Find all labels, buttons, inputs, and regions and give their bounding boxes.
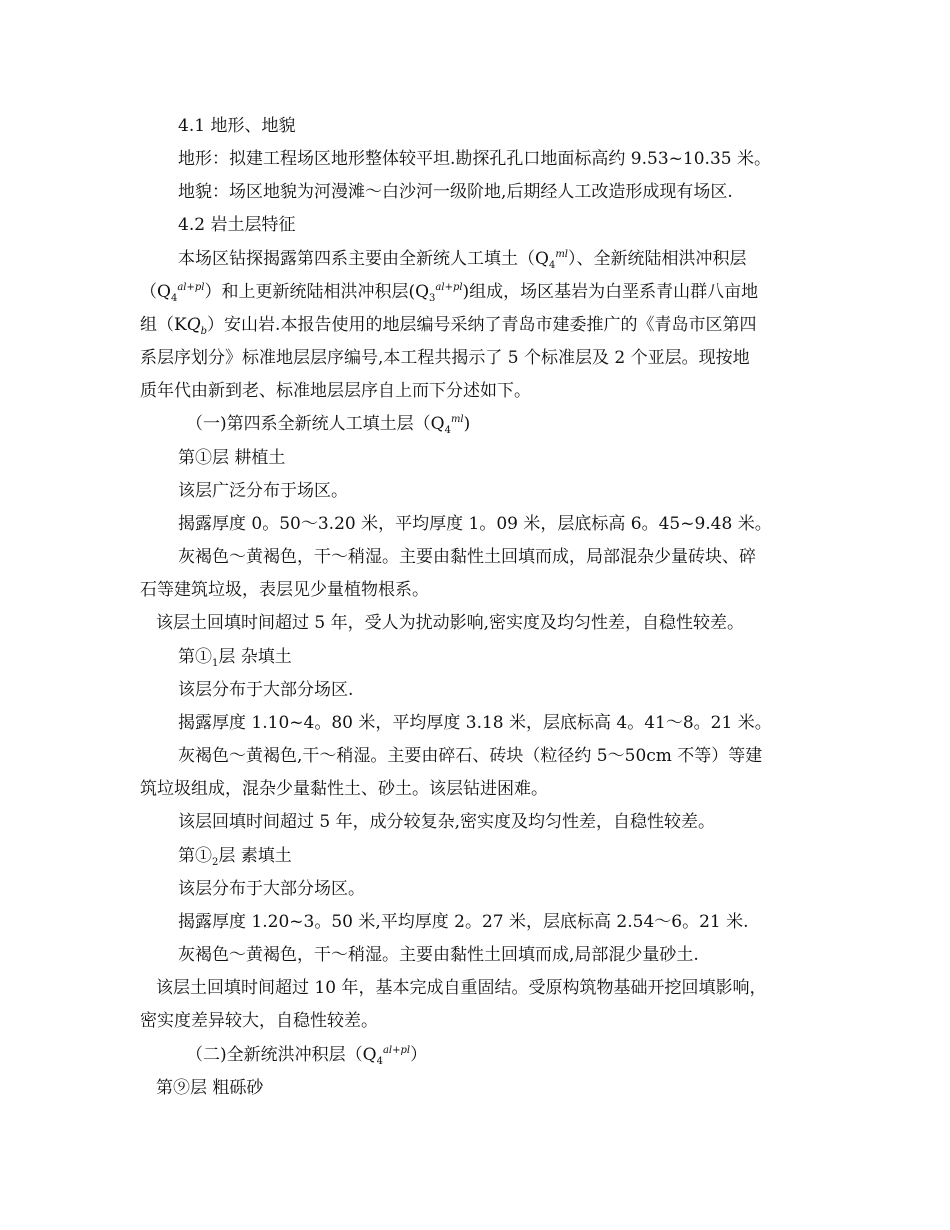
layer-1-note: 该层土回填时间超过 5 年，受人为扰动影响,密实度及均匀性差，自稳性较差。 [156,613,745,633]
layer-1-2-description: 灰褐色～黄褐色，干～稍湿。主要由黏性土回填而成,局部混少量砂土. [178,945,699,965]
terrain-paragraph: 地形：拟建工程场区地形整体较平坦.勘探孔孔口地面标高约 9.53~10.35 米。 [178,149,771,169]
intro-line-3: 组$(KQ_b)$安山岩.本报告使用的地层编号采纳了青岛市建委推广的《青岛市区第四 [140,315,757,337]
layer-1-name: 第①层 耕植土 [178,448,286,468]
intro-line-2: $(Q_4^{al+pl})$和上更新统陆相洪冲积层$(Q_3^{al+pl})$组成，场区基岩为白垩系青山群八亩地 [140,282,759,304]
layer-1-thickness: 揭露厚度 0。50～3.20 米，平均厚度 1。09 米，层底标高 6。45~9.48 米。 [178,514,772,534]
layer-1-1-name: 第$①_1$层 杂填土 [178,647,292,669]
intro-line-4: 系层序划分》标准地层层序编号,本工程共揭示了 5 个标准层及 2 个亚层。现按地 [140,348,750,368]
section-heading-4-2: 4.2 岩土层特征 [178,215,296,235]
layer-1-1-thickness: 揭露厚度 1.10~4。80 米，平均厚度 3.18 米，层底标高 4。41～8。21 米。 [178,713,772,733]
layer-1-2-note-1: 该层土回填时间超过 10 年，基本完成自重固结。受原构筑物基础开挖回填影响， [156,978,767,998]
layer-1-2-note-2: 密实度差异较大，自稳性较差。 [140,1011,378,1031]
layer-1-1-description-2: 筑垃圾组成，混杂少量黏性土、砂土。该层钻进困难。 [140,779,548,799]
layer-1-2-name: 第$①_2$层 素填土 [178,846,292,868]
intro-line-1: 本场区钻探揭露第四系主要由全新统人工填土$(Q_4^{ml})$、全新统陆相洪冲积层 [178,249,747,271]
intro-line-5: 质年代由新到老、标准地层层序自上而下分述如下。 [140,381,531,401]
layer-1-1-note: 该层回填时间超过 5 年，成分较复杂,密实度及均匀性差，自稳性较差。 [178,812,716,832]
layer-1-description-1: 灰褐色～黄褐色，干～稍湿。主要由黏性土回填而成，局部混杂少量砖块、碎 [178,547,756,567]
part-two-title: （二)全新统洪冲积层$(Q_4^{al+pl})$ [186,1045,428,1067]
landform-paragraph: 地貌：场区地貌为河漫滩～白沙河一级阶地,后期经人工改造形成现有场区. [178,182,733,202]
layer-9-name: 第⑨层 粗砾砂 [156,1078,264,1098]
part-one-title: （一)第四系全新统人工填土层$(Q_4^{ml})$ [186,414,471,436]
layer-1-description-2: 石等建筑垃圾，表层见少量植物根系。 [140,580,429,600]
layer-1-1-description-1: 灰褐色～黄褐色,干～稍湿。主要由碎石、砖块（粒径约 5～50cm 不等）等建 [178,746,763,766]
layer-1-2-distribution: 该层分布于大部分场区。 [178,879,365,899]
section-heading-4-1: 4.1 地形、地貌 [178,116,296,136]
layer-1-distribution: 该层广泛分布于场区。 [178,481,348,501]
layer-1-2-thickness: 揭露厚度 1.20~3。50 米,平均厚度 2。27 米，层底标高 2.54～6。21 米. [178,912,749,932]
layer-1-1-distribution: 该层分布于大部分场区. [178,680,354,700]
